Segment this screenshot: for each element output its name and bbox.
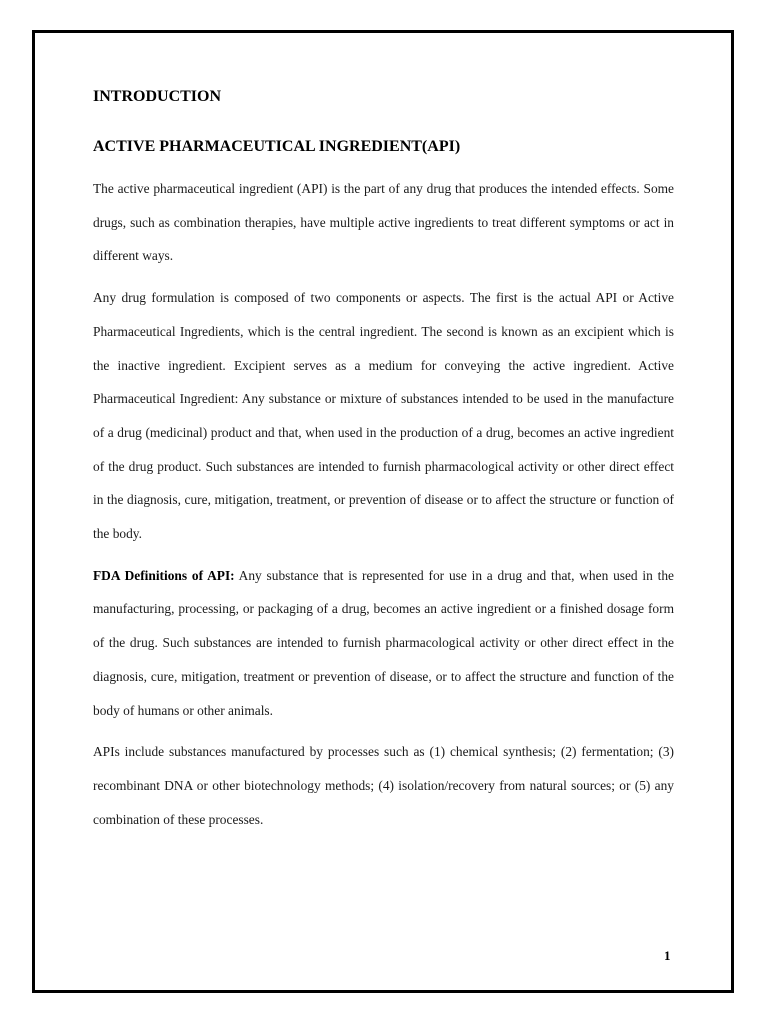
paragraph-fda-definitions: [93, 559, 674, 728]
page-number: 1: [664, 948, 671, 963]
paragraph-api-definition: The active pharmaceutical ingredient (API) is the part of any drug that produces the intended effects. Some drugs, such as combination therapies, have multiple active ingredients to treat different symptoms or act in different ways.: [93, 181, 674, 264]
document-body: [93, 86, 674, 844]
heading-introduction: INTRODUCTION: [93, 88, 222, 105]
heading-api: ACTIVE PHARMACEUTICAL INGREDIENT(API): [93, 138, 461, 155]
paragraph-drug-formulation: Any drug formulation is composed of two components or aspects. The first is the actual API or Active Pharmaceutical Ingredients, which is the central ingredient. The second is known as an excipient which is the inactive ingredient. Excipient serves as a medium for conveying the active ingredient. Active Pharmaceutical Ingredient: Any substance or mixture of substances intended to be used in the manufacture of a drug (medicinal) product and that, when used in the production of a drug, becomes an active ingredient of the drug product. Such substances are intended to furnish pharmacological activity or other direct effect in the diagnosis, cure, mitigation, treatment, or prevention of disease or to affect the structure or function of the body.: [93, 290, 674, 542]
fda-definitions-text: Any substance that is represented for use in a drug and that, when used in the manufacturing, processing, or packaging of a drug, becomes an active ingredient or a finished dosage form of the drug. Such substances are intended to furnish pharmacological activity or other direct effect in the diagnosis, cure, mitigation, treatment or prevention of disease, or to affect the structure and function of the body of humans or other animals.: [93, 567, 674, 718]
paragraph-api-processes: APIs include substances manufactured by processes such as (1) chemical synthesis; (2) fermentation; (3) recombinant DNA or other biotechnology methods; (4) isolation/recovery from natural sources; or (5) any combination of these processes.: [93, 744, 674, 827]
fda-definitions-label: FDA Definitions of API:: [93, 567, 235, 583]
